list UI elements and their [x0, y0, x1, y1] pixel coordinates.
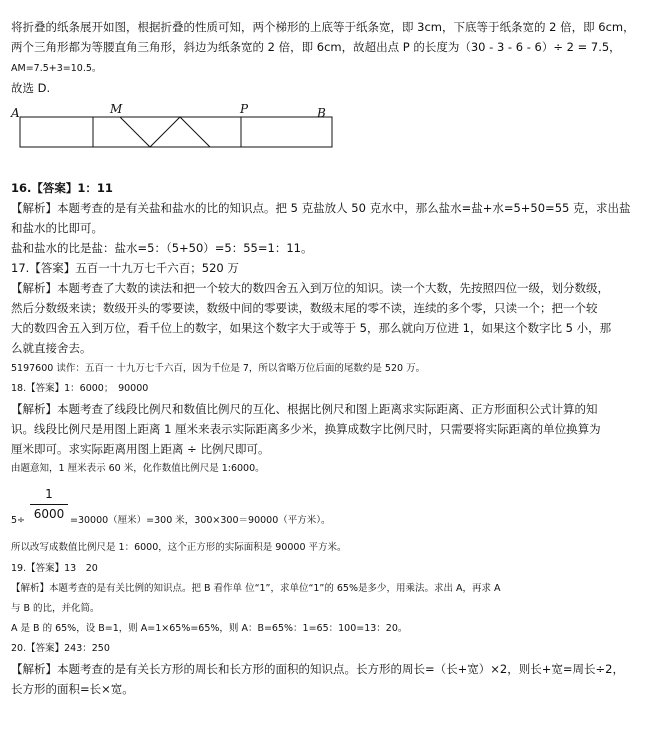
q18-analysis-5: 所以改写成数值比例尺是 1：6000，这个正方形的实际面积是 90000 平方米。 — [11, 542, 347, 553]
fraction-bar — [30, 504, 68, 505]
q17-answer: 17.【答案】五百一十九万七千六百；520 万 — [11, 261, 239, 275]
label-b: B — [317, 106, 326, 120]
label-a: A — [11, 106, 20, 120]
q17-analysis-1: 【解析】本题考查了大数的读法和把一个较大的数四舍五入到万位的知识。读一个大数，先按照四位一级，划分数级， — [11, 281, 609, 295]
q18-answer: 18.【答案】1：6000； 90000 — [11, 383, 149, 394]
q18-analysis-4: 由题意知，1 厘米表示 60 米，化作数值比例尺是 1:6000。 — [11, 463, 265, 474]
q17-analysis-3: 大的数四舍五入到万位，看千位上的数字，如果这个数字大于或等于 5，那么就向万位进 1，如果这个数字比 5 小，那 — [11, 321, 612, 335]
q16-analysis-1: 【解析】本题考查的是有关盐和盐水的比的知识点。把 5 克盐放人 50 克水中，那么盐水=盐+水=5+50=55 克，求出盐 — [11, 201, 631, 215]
q16-analysis-3: 盐和盐水的比是盐：盐水=5：（5+50）=5：55=1：11。 — [11, 241, 313, 255]
q18-analysis-3: 厘米即可。求实际距离用图上距离 ÷ 比例尺即可。 — [11, 442, 270, 456]
q17-analysis-4: 么就直接舍去。 — [11, 341, 92, 355]
folded-strip-figure — [8, 100, 338, 152]
q20-analysis-1: 【解析】本题考查的是有关长方形的周长和长方形的面积的知识点。长方形的周长=（长+宽）×2，则长+宽=周长÷2， — [11, 662, 624, 676]
q16-answer: 16.【答案】1：11 — [11, 181, 113, 195]
q17-analysis-2: 然后分数级来读；数级开头的零要读，数级中间的零要读，数级末尾的零不读，连续的多个零，只读一个；把一个较 — [11, 301, 598, 315]
intro-line-4: 故选 D. — [11, 81, 51, 95]
scale-fraction — [30, 487, 68, 521]
q20-answer: 20.【答案】243：250 — [11, 643, 110, 654]
q18-division-prefix: 5÷ — [11, 515, 26, 526]
intro-line-3: AM=7.5+3=10.5。 — [11, 63, 102, 74]
fold-zigzag — [120, 117, 210, 147]
intro-line-2: 两个三角形都为等腰直角三角形，斜边为纸条宽的 2 倍，即 6cm，故超出点 P 的长度为（30 - 3 - 6 - 6）÷ 2 = 7.5， — [11, 40, 621, 54]
label-p: P — [240, 102, 249, 116]
q17-analysis-5: 5197600 读作：五百一 十九万七千六百，因为千位是 7，所以省略万位后面的尾数约是 520 万。 — [11, 363, 426, 374]
q19-analysis-2: 与 B 的比，并化简。 — [11, 603, 100, 614]
fraction-numerator: 1 — [45, 487, 53, 501]
intro-line-1: 将折叠的纸条展开如图，根据折叠的性质可知，两个梯形的上底等于纸条宽，即 3cm，下底等于纸条宽的 2 倍，即 6cm， — [11, 20, 635, 34]
q20-analysis-2: 长方形的面积=长×宽。 — [11, 682, 134, 696]
label-m: M — [110, 102, 123, 116]
q19-analysis-3: A 是 B 的 65%，设 B=1，则 A=1×65%=65%，则 A：B=65%：1=65：100=13：20。 — [11, 623, 408, 634]
q19-analysis-1: 【解析】本题考查的是有关比例的知识点。把 B 看作单 位“1”，求单位“1”的 65%是多少，用乘法。求出 A，再求 A — [11, 583, 501, 594]
q18-analysis-1: 【解析】本题考查了线段比例尺和数值比例尺的互化、根据比例尺和图上距离求实际距离、正方形面积公式计算的知 — [11, 402, 598, 416]
fraction-denominator: 6000 — [33, 507, 65, 521]
q19-answer: 19.【答案】13 20 — [11, 563, 98, 574]
q16-analysis-2: 和盐水的比即可。 — [11, 221, 103, 235]
q18-analysis-2: 识。线段比例尺是用图上距离 1 厘米来表示实际距离多少米，换算成数字比例尺时，只需要将实际距离的单位换算为 — [11, 422, 601, 436]
q18-division-result: =30000（厘米）=300 米，300×300＝90000（平方米）。 — [70, 515, 331, 526]
